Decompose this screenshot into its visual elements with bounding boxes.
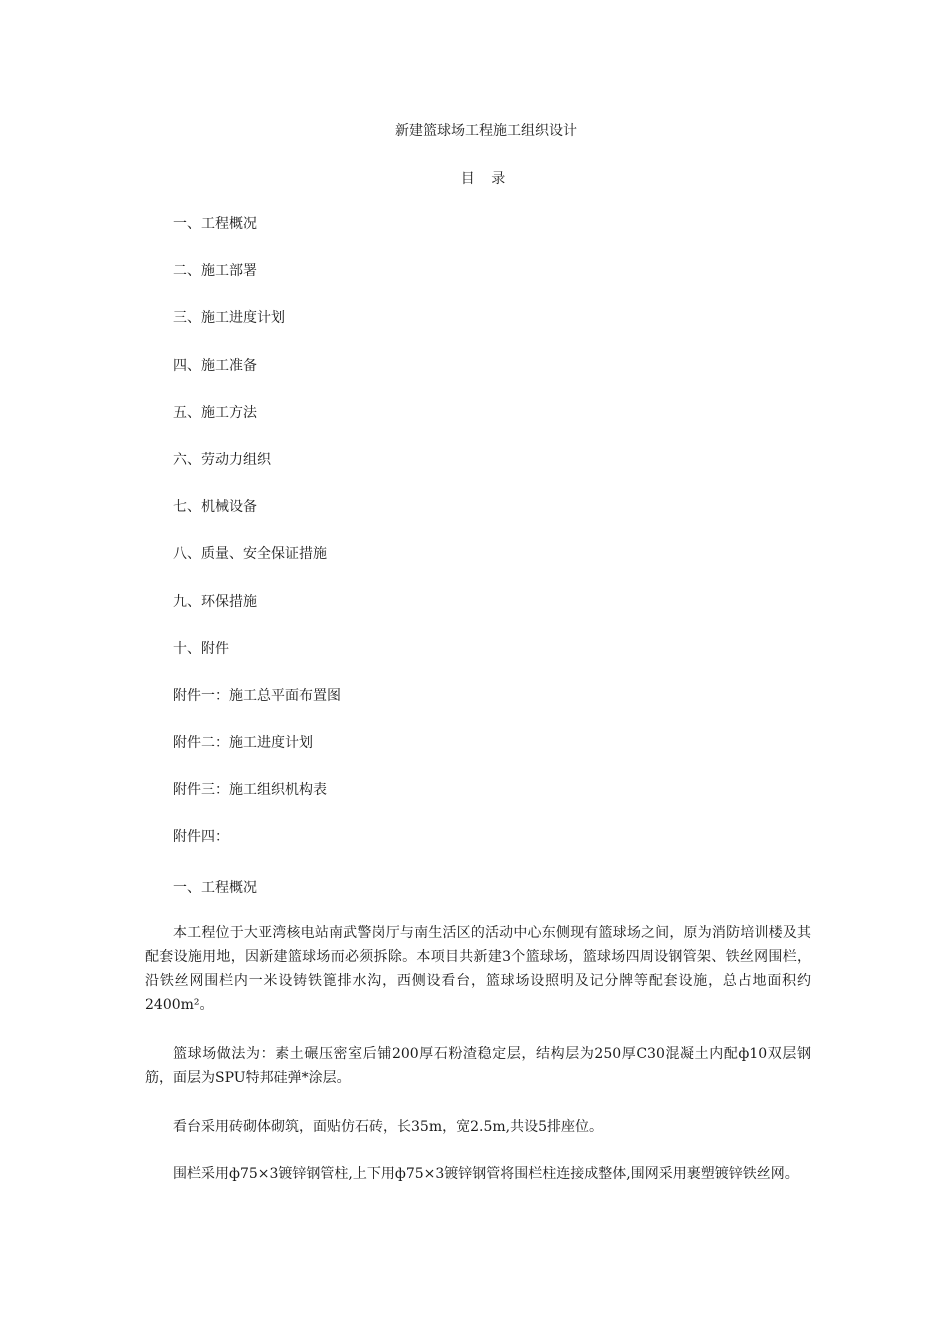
toc-item: 五、施工方法	[173, 404, 257, 421]
toc-item: 一、工程概况	[173, 216, 257, 232]
toc-item: 七、机械设备	[173, 499, 257, 516]
toc-item: 二、施工部署	[173, 263, 257, 280]
toc-item: 附件四：	[173, 829, 229, 846]
toc-heading: 目 录	[460, 171, 512, 187]
table-of-contents	[173, 215, 341, 876]
toc-item: 八、质量、安全保证措施	[173, 546, 327, 563]
toc-item: 十、附件	[173, 640, 229, 657]
toc-item: 九、环保措施	[173, 593, 257, 610]
paragraph-court-construction: 篮球场做法为：素土碾压密室后铺200厚石粉渣稳定层，结构层为250厚C30混凝土内配ф10双层钢筋，面层为SPU特邦硅弹*涂层。	[145, 1046, 811, 1086]
toc-item: 四、施工准备	[173, 357, 257, 374]
paragraph-fence: 围栏采用ф75×3镀锌钢管柱,上下用ф75×3镀锌钢管将围栏柱连接成整体,围网采用裹塑镀锌铁丝网。	[173, 1166, 799, 1182]
toc-item: 附件一：施工总平面布置图	[173, 687, 341, 704]
toc-item: 三、施工进度计划	[173, 310, 285, 327]
paragraph-overview: 本工程位于大亚湾核电站南武警岗厅与南生活区的活动中心东侧现有篮球场之间，原为消防培训楼及其配套设施用地，因新建篮球场而必须拆除。本项目共新建3个篮球场，篮球场四周设钢管架、铁丝网围栏，沿铁丝网围栏内一米设铸铁篦排水沟，西侧设看台，篮球场设照明及记分牌等配套设施，总占地面积约2400m²。	[145, 925, 811, 1013]
toc-item: 附件二：施工进度计划	[173, 735, 313, 752]
toc-item: 附件三：施工组织机构表	[173, 782, 327, 799]
document-title: 新建篮球场工程施工组织设计	[395, 123, 577, 139]
section-heading: 一、工程概况	[173, 880, 257, 896]
toc-item: 六、劳动力组织	[173, 451, 271, 468]
paragraph-stands: 看台采用砖砌体砌筑，面贴仿石砖，长35m，宽2.5m,共设5排座位。	[173, 1119, 603, 1135]
